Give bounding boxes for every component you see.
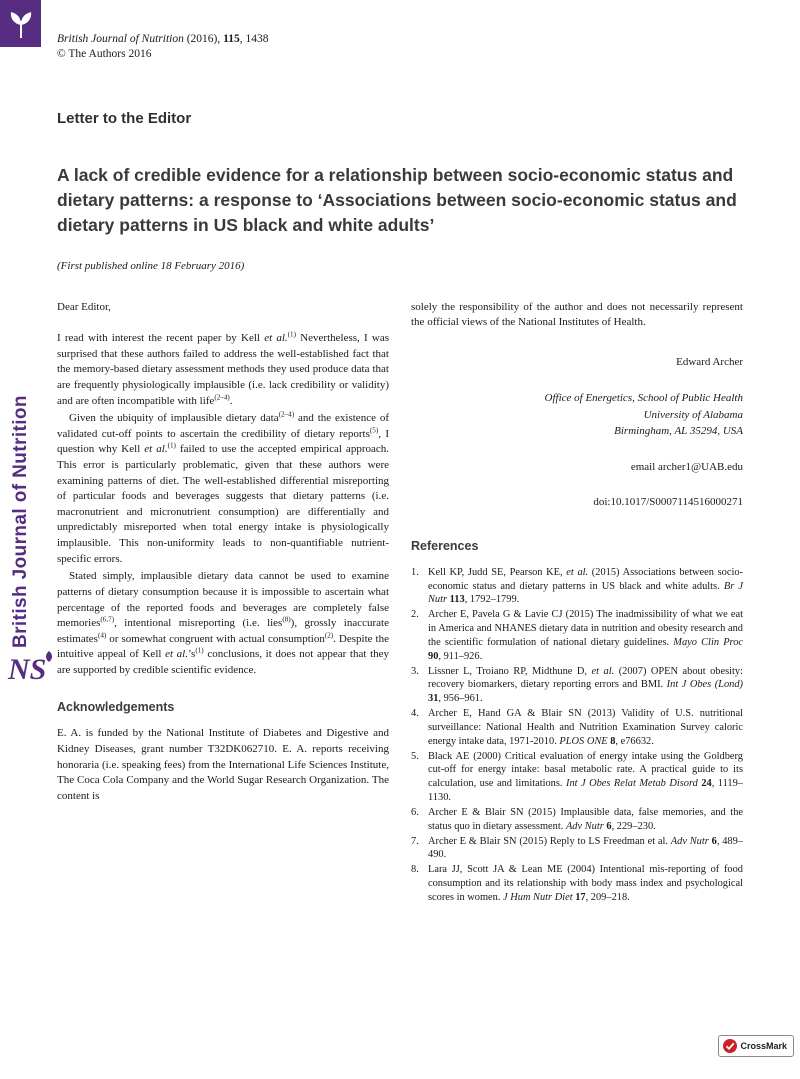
body-paragraph: I read with interest the recent paper by Kell et al.$^{(1)}$ Nevertheless, I was surprised that these authors failed to address the well-established fact that the memory-based dietary assessment methods they used produce data that are frequently physiologically implausible (i.e. lack credibility or validity) and are often incompatible with life$^{(2-4)}$. <box>57 330 389 407</box>
publisher-logo <box>0 0 41 47</box>
reference-number: 3. <box>411 665 419 677</box>
body-paragraph-continuation: solely the responsibility of the author and does not necessarily represent the official views of the National Institutes of Health. <box>411 300 743 329</box>
reference-item <box>411 863 743 904</box>
affiliation-line: Birmingham, AL 35294, USA <box>614 425 743 438</box>
reference-number: 7. <box>411 835 419 847</box>
reference-item <box>411 608 743 663</box>
reference-item <box>411 707 743 748</box>
reference-item <box>411 835 743 863</box>
left-column <box>57 300 389 906</box>
two-column-body <box>57 300 743 906</box>
references-heading: References <box>411 539 479 554</box>
author-email: email archer1@UAB.edu <box>630 460 743 473</box>
reference-text: Lara JJ, Scott JA & Lean ME (2004) Intentional mis-reporting of food consumption and its relationship with body mass index and psychological scores in women. J Hum Nutr Diet 17, 209–218. <box>428 864 743 903</box>
reference-number: 1. <box>411 566 419 578</box>
salutation: Dear Editor, <box>57 300 111 313</box>
crossmark-label: CrossMark <box>740 1041 787 1051</box>
nutrition-society-leaf-icon <box>44 651 54 663</box>
reference-number: 4. <box>411 708 419 720</box>
section-label: Letter to the Editor <box>57 110 192 127</box>
nutrition-society-logo-text: NS <box>8 653 47 686</box>
article-title: A lack of credible evidence for a relationship between socio-economic status and dietary patterns: a response to ‘Associations between socio-economic status and dietary patterns in US black and white adults’ <box>57 165 737 235</box>
reference-item <box>411 806 743 834</box>
nutrition-society-logo <box>8 655 54 685</box>
reference-list <box>411 566 743 905</box>
published-online-note: (First published online 18 February 2016) <box>57 259 245 272</box>
reference-number: 2. <box>411 609 419 621</box>
affiliation-line: University of Alabama <box>643 408 743 421</box>
journal-vertical-title: British Journal of Nutrition <box>10 395 31 648</box>
copyright-notice: © The Authors 2016 <box>57 48 152 60</box>
reference-item <box>411 566 743 607</box>
reference-text: Archer E & Blair SN (2015) Implausible data, false memories, and the status quo in dietary assessment. Adv Nutr 6, 229–230. <box>428 806 743 832</box>
acknowledgements-text: E. A. is funded by the National Institute of Diabetes and Digestive and Kidney Diseases, grant number T32DK062710. E. A. reports receiving honoraria (i.e. speaking fees) from the International Life Sciences Institute, The Coca Cola Company and the World Sugar Research Organization. The content is <box>57 727 389 802</box>
reference-number: 6. <box>411 806 419 818</box>
reference-number: 5. <box>411 750 419 762</box>
reference-text: Archer E, Hand GA & Blair SN (2013) Validity of U.S. nutritional surveillance: National Health and Nutrition Examination Survey caloric energy intake data, 1971-2010. PLOS ONE 8, e76632. <box>428 708 743 747</box>
affiliation-line: Office of Energetics, School of Public Health <box>544 392 743 405</box>
reference-item <box>411 665 743 706</box>
reference-text: Archer E, Pavela G & Lavie CJ (2015) The inadmissibility of what we eat in America and NHANES dietary data in nutrition and obesity research and the scientific formulation of national dietary guidelines. Mayo Clin Proc 90, 911–926. <box>428 609 744 662</box>
right-column <box>411 300 743 906</box>
author-affiliation <box>411 390 743 440</box>
author-name: Edward Archer <box>676 355 743 368</box>
article-page <box>57 33 743 906</box>
doi-line: doi:10.1017/S0007114516000271 <box>593 496 743 509</box>
body-paragraph: Stated simply, implausible dietary data cannot be used to examine patterns of dietary consumption because it is impossible to ascertain what percentage of the reported foods and beverages are completely false memories$^{(6,7)}$, intentional misreporting (i.e. lies$^{(8)}$), grossly inaccurate estimates$^{(4)}$ or somewhat congruent with actual consumption$^{(2)}$. Despite the intuitive appeal of Kell et $al.’s^{(1)}$ conclusions, it does not appear that they are supported by credible scientific evidence. <box>57 570 390 676</box>
reference-text: Lissner L, Troiano RP, Midthune D, et al. (2007) OPEN about obesity: recovery biomarkers, dietary reporting errors and BMI. Int J Obes (Lond) 31, 956–961. <box>428 665 744 705</box>
crossmark-icon <box>723 1039 737 1053</box>
reference-number: 8. <box>411 864 419 876</box>
reference-text: Black AE (2000) Critical evaluation of energy intake using the Goldberg cut-off for energy intake: basal metabolic rate. A practical guide to its calculation, use and limitations. Int J Obes Relat Metab Disord 24, 1119–1130. <box>428 750 743 804</box>
leaf-icon <box>8 9 34 39</box>
reference-text: Kell KP, Judd SE, Pearson KE, et al. (2015) Associations between socio-economic status and dietary patterns in US black and white adults. Br J Nutr 113, 1792–1799. <box>428 566 744 606</box>
acknowledgements-heading: Acknowledgements <box>57 699 175 714</box>
body-paragraph: Given the ubiquity of implausible dietary data$^{(2-4)}$ and the existence of validated cut-off points to ascertain the credibility of dietary reports$^{(5)}$, I question why Kell et al.$^{(1)}$ failed to use the accepted empirical approach. This error is particularly problematic, given that these authors were examining patterns of diet. The well-established differential misreporting of particular foods and beverages suggests that dietary patterns (i.e. macronutrient and micronutrient consumption) are differentially and unpredictably misreported when total energy intake is physiologically implausible. This non-uniformity leads to non-quantifiable nutrient-specific errors. <box>57 410 389 565</box>
crossmark-badge[interactable] <box>718 1035 794 1057</box>
journal-citation: British Journal of Nutrition (2016), 115, 1438 <box>57 33 269 45</box>
reference-text: Archer E & Blair SN (2015) Reply to LS Freedman et al. Adv Nutr 6, 489–490. <box>428 835 744 861</box>
reference-item <box>411 750 743 805</box>
